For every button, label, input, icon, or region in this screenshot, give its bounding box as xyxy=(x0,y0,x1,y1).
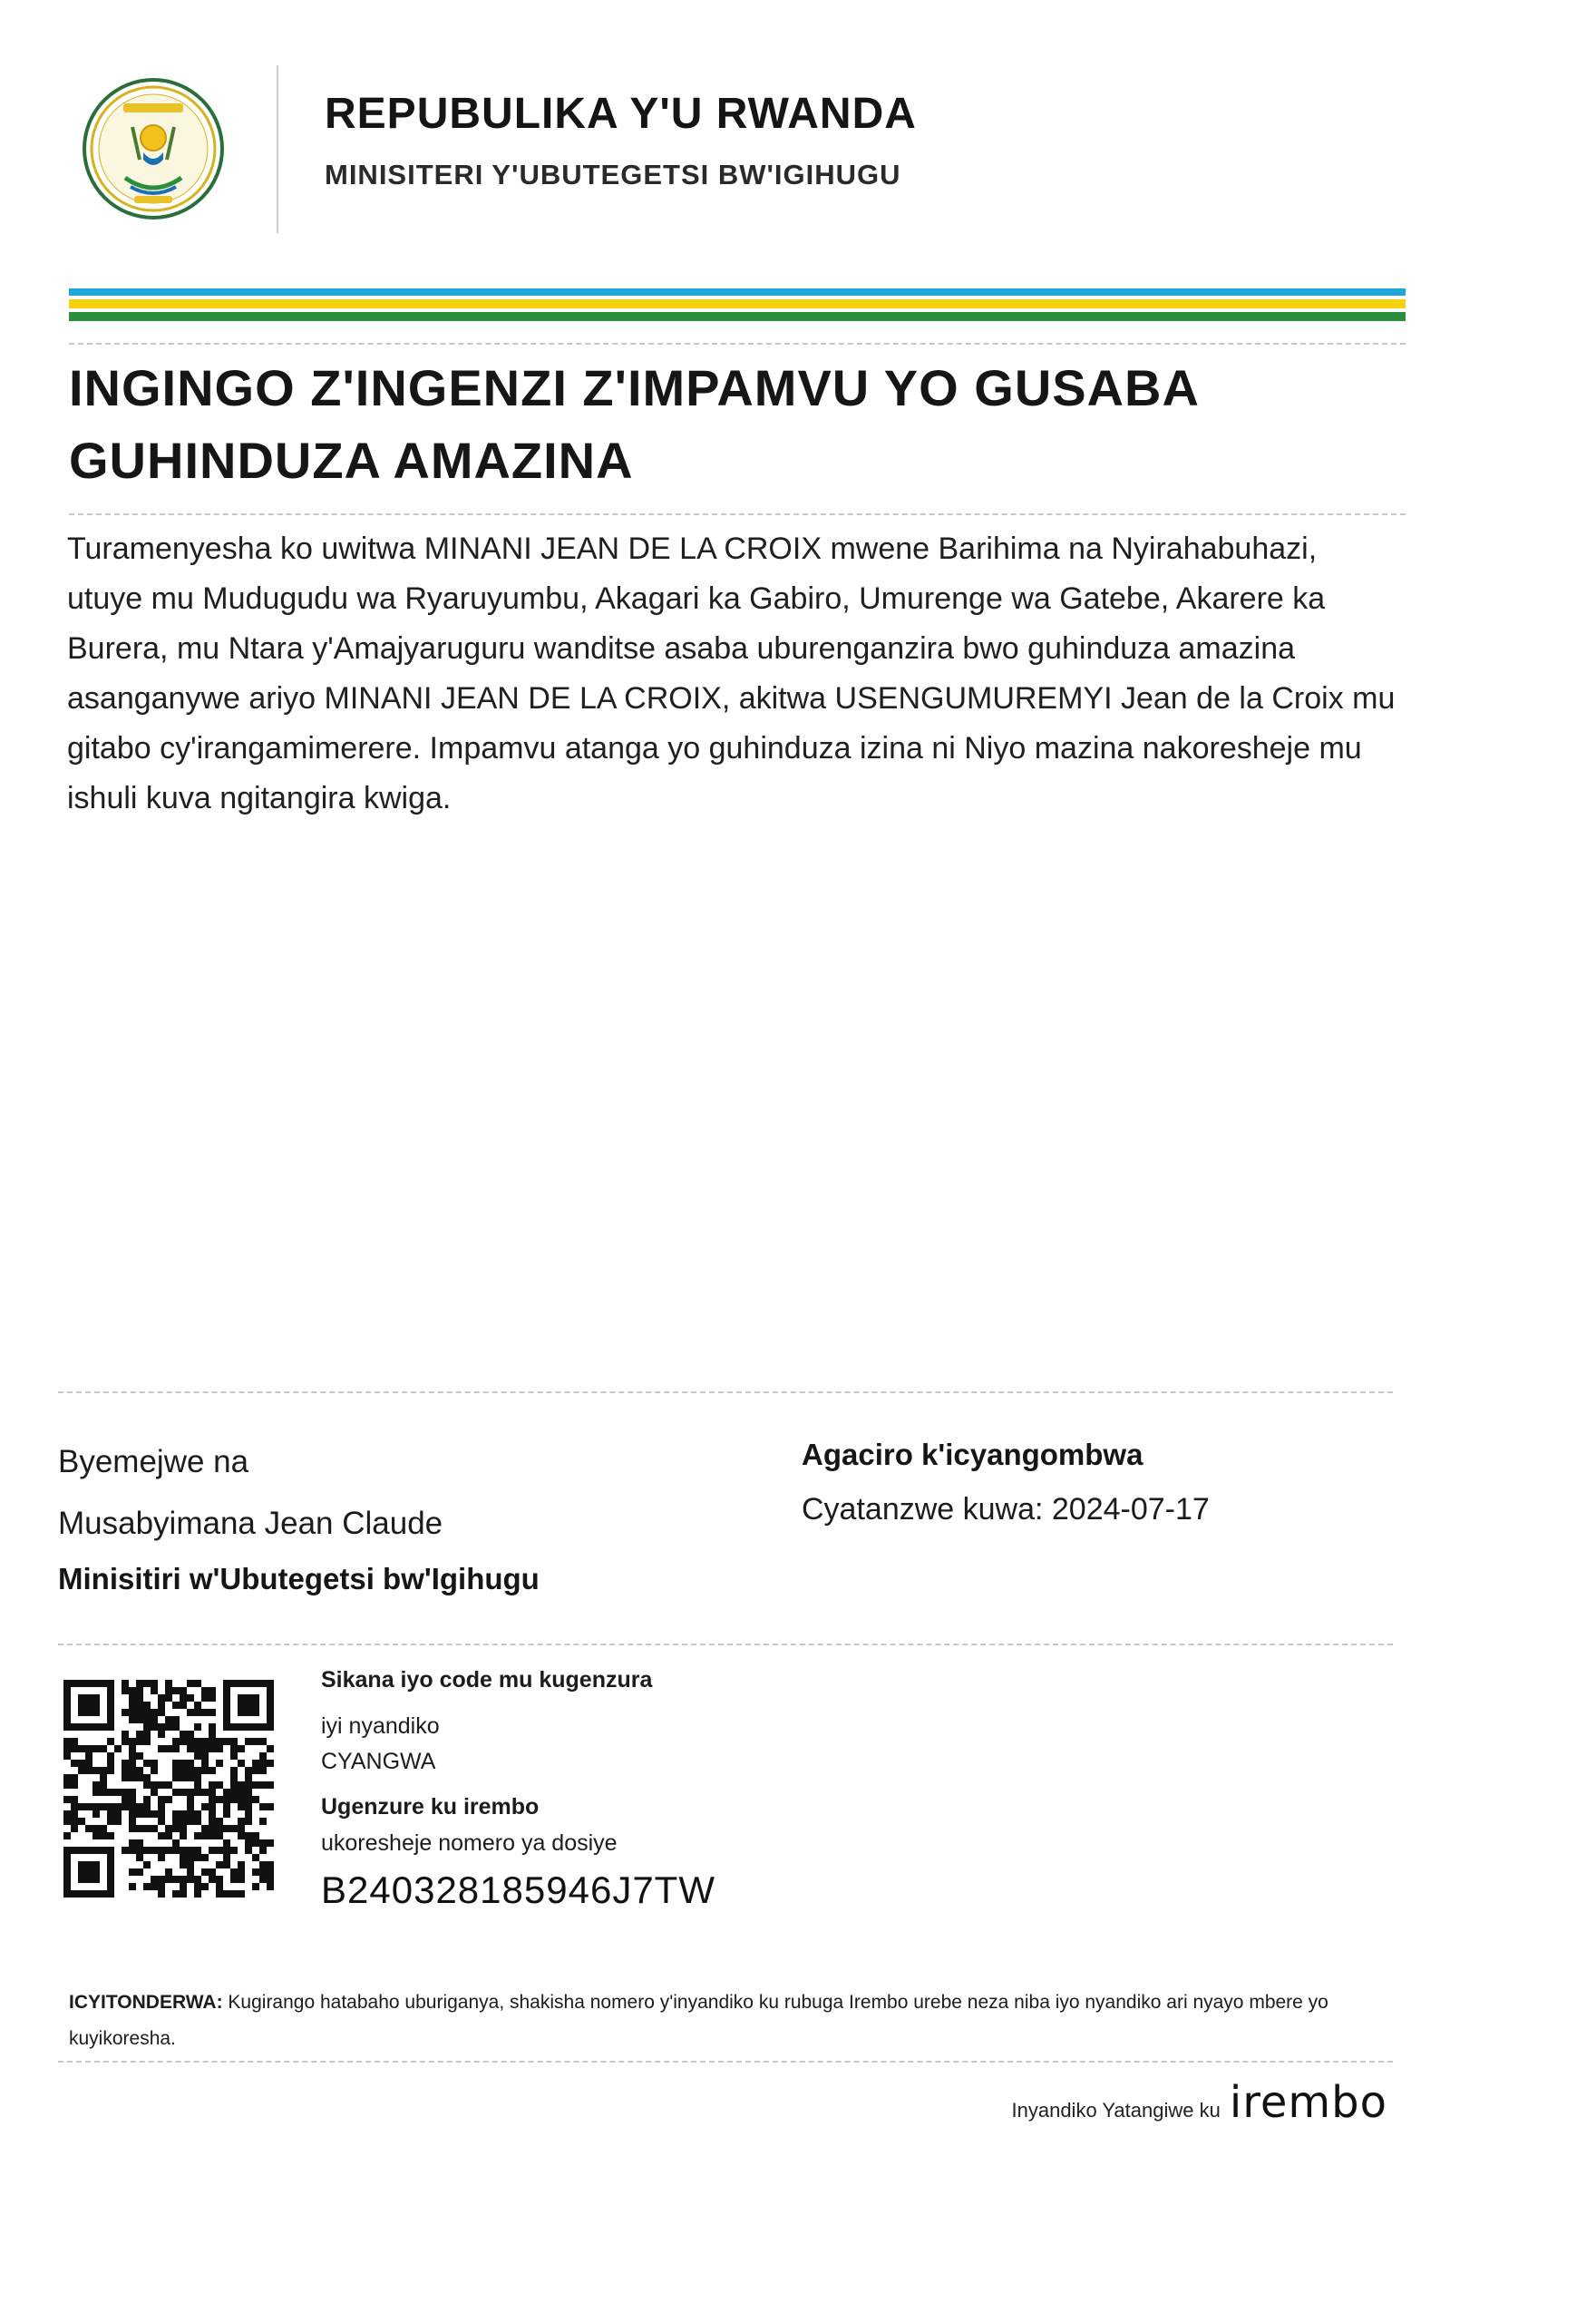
dossier-number: B240328185946J7TW xyxy=(321,1868,715,1911)
flag-stripe xyxy=(69,288,1406,323)
dotted-divider xyxy=(69,343,1406,345)
ministry-title: MINISITERI Y'UBUTEGETSI BW'IGIHUGU xyxy=(325,159,901,190)
document-value-label: Agaciro k'icyangombwa xyxy=(802,1438,1143,1471)
signer-role: Minisitiri w'Ubutegetsi bw'Igihugu xyxy=(58,1562,540,1595)
dotted-divider xyxy=(69,513,1406,515)
rwanda-coat-of-arms-icon xyxy=(80,71,227,227)
note-text: Kugirango hatabaho uburiganya, shakisha nomero y'inyandiko ku rubuga Irembo urebe neza niba iyo nyandiko ari nyayo mbere yo kuyikoresha. xyxy=(69,1992,1328,2049)
warning-note xyxy=(69,1985,1375,2057)
footer-issued-by: Inyandiko Yatangiwe ku xyxy=(1011,2099,1221,2122)
irembo-logo: irembo xyxy=(1229,2077,1387,2128)
footer xyxy=(1012,2077,1388,2128)
dotted-divider xyxy=(58,1391,1393,1393)
dotted-divider xyxy=(58,1644,1393,1645)
verify-instruction-line3: Ugenzure ku irembo xyxy=(321,1794,540,1820)
verify-instruction-line2: iyi nyandiko xyxy=(321,1713,440,1739)
approved-by-label: Byemejwe na xyxy=(58,1444,249,1479)
dotted-divider xyxy=(58,2061,1393,2063)
document-body: Turamenyesha ko uwitwa MINANI JEAN DE LA CROIX mwene Barihima na Nyirahabuhazi, utuye mu Mudugudu wa Ryaruyumbu, Akagari ka Gabiro, Umurenge wa Gatebe, Akarere ka Burera, mu Ntara y'Amajyaruguru wanditse asaba uburenganzira bwo guhinduza amazina asanganywe ariyo MINANI JEAN DE LA CROIX, akitwa USENGUMUREMYI Jean de la Croix mu gitabo cy'irangamimerere. Impamvu atanga yo guhinduza izina ni Niyo mazina nakoresheje mu ishuli kuva ngitangira kwiga. xyxy=(67,532,1396,815)
qr-code-icon xyxy=(63,1680,274,1898)
verify-instruction-line4: ukoresheje nomero ya dosiye xyxy=(321,1830,618,1856)
verify-or: CYANGWA xyxy=(321,1749,436,1774)
signer-name: Musabyimana Jean Claude xyxy=(58,1506,443,1541)
note-label: ICYITONDERWA: xyxy=(69,1992,223,2013)
header-divider xyxy=(277,65,278,233)
republic-title: REPUBULIKA Y'U RWANDA xyxy=(325,90,917,138)
document-title: INGINGO Z'INGENZI Z'IMPAMVU YO GUSABA GUHINDUZA AMAZINA xyxy=(69,359,1198,489)
verify-instruction-line1: Sikana iyo code mu kugenzura xyxy=(321,1667,653,1693)
issue-date: Cyatanzwe kuwa: 2024-07-17 xyxy=(802,1492,1210,1527)
